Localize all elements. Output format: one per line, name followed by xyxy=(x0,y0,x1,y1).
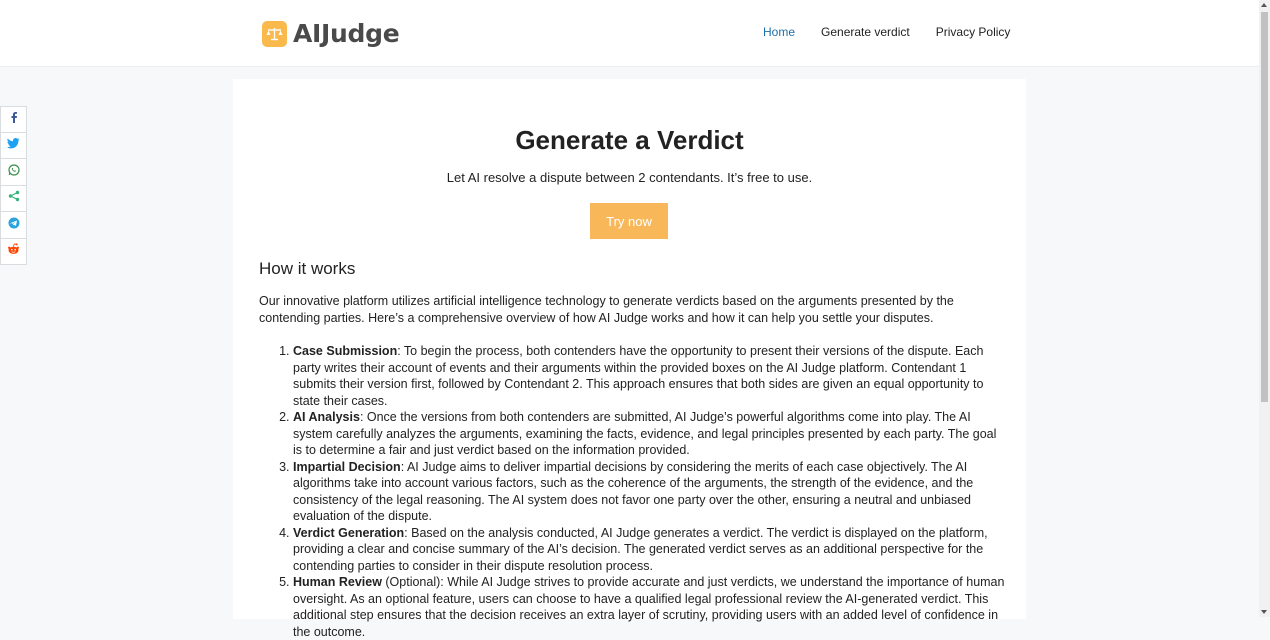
share-icon xyxy=(8,189,20,207)
step-title: AI Analysis xyxy=(293,410,360,424)
twitter-icon xyxy=(7,136,20,154)
list-item xyxy=(293,343,1005,409)
intro-paragraph: Our innovative platform utilizes artificial intelligence technology to generate verdicts based on the arguments presented by the contending parties. Here’s a comprehensive overview of how AI Judge works and how it can help you settle your disputes. xyxy=(259,294,954,325)
list-item xyxy=(293,574,1005,640)
main-nav xyxy=(763,25,1036,39)
step-title: Case Submission xyxy=(293,344,398,358)
site-header xyxy=(0,0,1259,67)
scroll-up-arrow-icon[interactable] xyxy=(1261,3,1267,7)
steps-list xyxy=(293,343,1005,640)
telegram-icon xyxy=(8,216,20,234)
list-item xyxy=(293,459,1005,525)
step-text: : To begin the process, both contenders have the opportunity to present their versions of the dispute. Each party writes their account of events and their arguments within the provided boxes on the AI Judge platform. Contendant 1 submits their version first, followed by Contendant 2. This approach ensures that both sides are given an equal opportunity to state their cases. xyxy=(293,344,984,408)
try-now-button[interactable]: Try now xyxy=(590,203,668,239)
telegram-share-button[interactable] xyxy=(0,212,27,239)
balance-scale-icon xyxy=(262,21,287,47)
page-scrollbar[interactable] xyxy=(1259,0,1270,617)
step-text: : AI Judge aims to deliver impartial decisions by considering the merits of each case objectively. The AI algorithms take into account various factors, such as the coherence of the arguments, the strength of the evidence, and the consistency of the legal reasoning. The AI system does not favor one party over the other, ensuring a neutral and unbiased evaluation of the dispute. xyxy=(293,459,974,523)
list-item xyxy=(293,525,1005,575)
reddit-share-button[interactable] xyxy=(0,239,27,266)
how-it-works-heading: How it works xyxy=(259,259,356,278)
nav-privacy-policy[interactable]: Privacy Policy xyxy=(935,25,1011,39)
step-text: (Optional): While AI Judge strives to provide accurate and just verdicts, we understand the importance of human oversight. As an optional feature, users can choose to have a qualified legal professional review the AI-generated verdict. This additional step ensures that the decision receives an extra layer of scrutiny, providing users with an added level of confidence in the outcome. xyxy=(293,575,1005,639)
logo[interactable] xyxy=(262,19,399,48)
list-item xyxy=(293,409,1005,459)
share-button[interactable] xyxy=(0,186,27,213)
brand-name: AIJudge xyxy=(293,19,400,48)
whatsapp-icon xyxy=(8,163,20,181)
step-title: Human Review xyxy=(293,575,382,589)
scrollbar-thumb[interactable] xyxy=(1261,12,1268,402)
page-subtitle: Let AI resolve a dispute between 2 contendants. It’s free to use. xyxy=(446,170,813,185)
reddit-icon xyxy=(7,242,20,260)
facebook-icon xyxy=(8,110,20,128)
step-title: Verdict Generation xyxy=(293,525,405,540)
nav-home[interactable]: Home xyxy=(763,25,796,39)
facebook-share-button[interactable] xyxy=(0,106,27,133)
step-title: Impartial Decision xyxy=(293,459,401,474)
scroll-down-arrow-icon[interactable] xyxy=(1261,610,1267,614)
step-text: : Based on the analysis conducted, AI Judge generates a verdict. The verdict is displayed on the platform, providing a clear and concise summary of the AI’s decision. The generated verdict serves as an additional perspective for the contending parties to consider in their dispute resolution process. xyxy=(293,525,988,573)
nav-generate-verdict[interactable]: Generate verdict xyxy=(821,25,910,39)
twitter-share-button[interactable] xyxy=(0,133,27,160)
step-text: : Once the versions from both contenders are submitted, AI Judge’s powerful algorithms come into play. The AI system carefully analyzes the arguments, examining the facts, evidence, and legal principles presented by each party. The goal is to determine a fair and just verdict based on the information provided. xyxy=(293,410,997,457)
main-card xyxy=(233,79,1026,639)
page-title: Generate a Verdict xyxy=(515,125,744,155)
whatsapp-share-button[interactable] xyxy=(0,159,27,186)
share-bar xyxy=(0,106,27,265)
